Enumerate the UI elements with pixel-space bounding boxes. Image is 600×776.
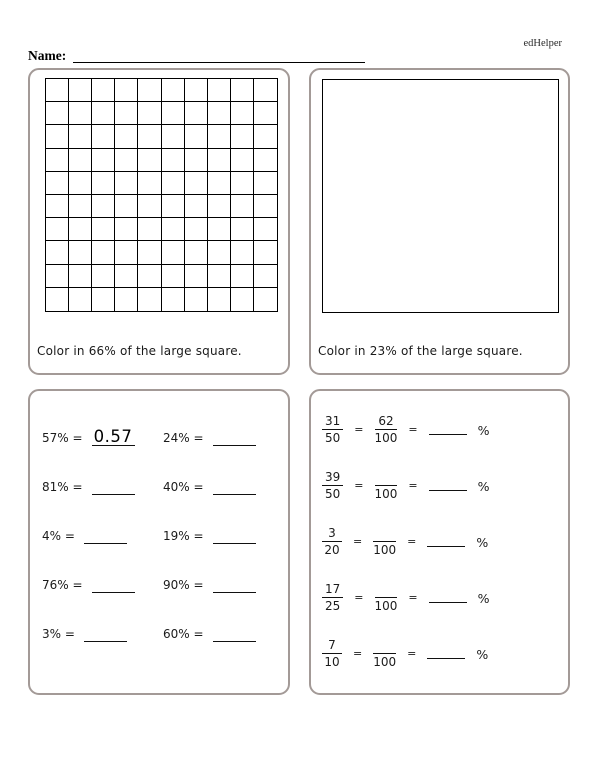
grid-cell[interactable] [46, 172, 69, 195]
fraction-denominator: 50 [325, 430, 341, 445]
grid-cell[interactable] [254, 265, 277, 288]
fraction-numerator: 17 [322, 582, 343, 598]
grid-cell[interactable] [185, 288, 208, 311]
equals-sign: = [354, 590, 364, 604]
percent-item [42, 525, 163, 544]
equals-sign: = [407, 534, 417, 548]
grid-cell[interactable] [208, 241, 231, 264]
grid-cell[interactable] [115, 149, 138, 172]
grid-cell[interactable] [162, 265, 185, 288]
answer-blank[interactable] [84, 623, 127, 642]
grid-cell[interactable] [208, 102, 231, 125]
grid-cell[interactable] [138, 79, 161, 102]
percent-label: 3% = [42, 627, 75, 641]
percent-label: 24% = [163, 431, 204, 445]
hundredths-fraction [375, 582, 398, 613]
fraction-numerator: 39 [322, 470, 343, 486]
name-blank[interactable] [73, 48, 365, 63]
grid-cell[interactable] [46, 79, 69, 102]
grid-cell[interactable] [208, 288, 231, 311]
grid-cell[interactable] [231, 288, 254, 311]
equals-sign: = [408, 590, 418, 604]
fraction-row [322, 461, 564, 509]
fraction [322, 470, 343, 501]
grid-cell[interactable] [138, 102, 161, 125]
grid-cell[interactable] [185, 102, 208, 125]
hundredths-numerator[interactable] [375, 470, 398, 486]
answer-blank[interactable] [427, 658, 465, 659]
hundredths-denominator: 100 [374, 486, 398, 501]
hundredths-numerator[interactable] [373, 526, 396, 542]
fraction [322, 414, 343, 445]
hundred-grid [45, 78, 278, 312]
fraction-row [322, 629, 564, 677]
name-label: Name: [28, 48, 67, 63]
grid-cell[interactable] [115, 172, 138, 195]
square-instruction: Color in 23% of the large square. [318, 344, 523, 358]
grid-cell[interactable] [46, 218, 69, 241]
grid-cell[interactable] [138, 172, 161, 195]
grid-cell[interactable] [69, 195, 92, 218]
fraction-numerator: 7 [322, 638, 342, 654]
grid-cell[interactable] [231, 149, 254, 172]
grid-cell[interactable] [69, 218, 92, 241]
grid-cell[interactable] [231, 102, 254, 125]
grid-cell[interactable] [208, 218, 231, 241]
hundredths-fraction [373, 638, 396, 669]
grid-cell[interactable] [46, 149, 69, 172]
answer-blank[interactable] [84, 525, 127, 544]
hundredths-numerator[interactable]: 62 [375, 414, 398, 430]
grid-cell[interactable] [92, 288, 115, 311]
grid-cell[interactable] [115, 218, 138, 241]
grid-cell[interactable] [92, 195, 115, 218]
grid-cell[interactable] [69, 79, 92, 102]
name-row [28, 48, 365, 63]
grid-cell[interactable] [254, 195, 277, 218]
grid-cell[interactable] [138, 288, 161, 311]
answer-blank[interactable] [213, 623, 256, 642]
grid-cell[interactable] [231, 125, 254, 148]
grid-cell[interactable] [138, 195, 161, 218]
equals-sign: = [408, 422, 418, 436]
grid-cell[interactable] [138, 241, 161, 264]
answer-blank[interactable] [429, 602, 467, 603]
hundredths-numerator[interactable] [373, 638, 396, 654]
percent-sign: % [477, 590, 490, 606]
percent-item [163, 427, 284, 446]
percent-decimal-panel [28, 389, 290, 695]
grid-cell[interactable] [92, 265, 115, 288]
fraction-numerator: 3 [322, 526, 342, 542]
fraction [322, 582, 343, 613]
percent-label: 60% = [163, 627, 204, 641]
grid-cell[interactable] [162, 288, 185, 311]
grid-cell[interactable] [254, 218, 277, 241]
hundredths-fraction [375, 414, 398, 445]
grid-cell[interactable] [46, 102, 69, 125]
grid-cell[interactable] [185, 218, 208, 241]
fraction [322, 526, 342, 557]
percent-item [42, 623, 163, 642]
fraction-row [322, 517, 564, 565]
grid-cell[interactable] [92, 149, 115, 172]
grid-cell[interactable] [46, 241, 69, 264]
grid-cell[interactable] [208, 79, 231, 102]
grid-cell[interactable] [162, 79, 185, 102]
fraction-percent-panel [309, 389, 570, 695]
answer-blank[interactable] [213, 427, 256, 446]
grid-cell[interactable] [92, 102, 115, 125]
grid-cell[interactable] [231, 218, 254, 241]
grid-cell[interactable] [185, 149, 208, 172]
fraction-denominator: 25 [325, 598, 341, 613]
grid-cell[interactable] [254, 149, 277, 172]
grid-instruction: Color in 66% of the large square. [37, 344, 242, 358]
grid-cell[interactable] [254, 172, 277, 195]
percent-item [163, 574, 284, 593]
grid-cell[interactable] [115, 195, 138, 218]
hundredths-numerator[interactable] [375, 582, 398, 598]
grid-cell[interactable] [162, 172, 185, 195]
grid-cell[interactable] [162, 241, 185, 264]
grid-cell[interactable] [115, 125, 138, 148]
percent-item [42, 427, 163, 446]
grid-cell[interactable] [92, 172, 115, 195]
answer-blank[interactable] [429, 490, 467, 491]
grid-cell[interactable] [69, 125, 92, 148]
blank-square[interactable] [322, 79, 559, 313]
percent-sign: % [476, 646, 489, 662]
fraction-denominator: 10 [324, 654, 340, 669]
grid-cell[interactable] [231, 172, 254, 195]
percent-label: 19% = [163, 529, 204, 543]
fraction-denominator: 20 [324, 542, 340, 557]
grid-cell[interactable] [138, 125, 161, 148]
fraction [322, 638, 342, 669]
grid-cell[interactable] [231, 79, 254, 102]
percent-label: 81% = [42, 480, 83, 494]
answer-blank[interactable] [92, 574, 135, 593]
hundredths-denominator: 100 [374, 598, 398, 613]
grid-cell[interactable] [69, 241, 92, 264]
grid-cell[interactable] [254, 79, 277, 102]
equals-sign: = [408, 478, 418, 492]
grid-cell[interactable] [69, 102, 92, 125]
grid-cell[interactable] [208, 149, 231, 172]
brand-logo: edHelper [523, 38, 562, 49]
percent-item [163, 623, 284, 642]
equals-sign: = [407, 646, 417, 660]
grid-cell[interactable] [69, 149, 92, 172]
grid-cell[interactable] [69, 265, 92, 288]
fraction-percent-list [322, 405, 564, 685]
grid-cell[interactable] [115, 102, 138, 125]
grid-cell[interactable] [254, 125, 277, 148]
grid-cell[interactable] [231, 265, 254, 288]
grid-cell[interactable] [162, 149, 185, 172]
color-grid-panel [28, 68, 290, 375]
grid-cell[interactable] [115, 241, 138, 264]
grid-cell[interactable] [92, 241, 115, 264]
grid-cell[interactable] [185, 241, 208, 264]
grid-cell[interactable] [92, 79, 115, 102]
equals-sign: = [354, 478, 364, 492]
grid-cell[interactable] [162, 218, 185, 241]
grid-cell[interactable] [185, 125, 208, 148]
fraction-row [322, 573, 564, 621]
percent-label: 76% = [42, 578, 83, 592]
grid-cell[interactable] [208, 265, 231, 288]
grid-cell[interactable] [46, 288, 69, 311]
grid-cell[interactable] [138, 265, 161, 288]
percent-sign: % [477, 422, 490, 438]
grid-cell[interactable] [254, 241, 277, 264]
fraction-numerator: 31 [322, 414, 343, 430]
hundredths-denominator: 100 [373, 542, 397, 557]
answer-blank[interactable] [92, 427, 135, 446]
hundredths-fraction [375, 470, 398, 501]
grid-cell[interactable] [208, 172, 231, 195]
fraction-denominator: 50 [325, 486, 341, 501]
answer-blank[interactable] [429, 434, 467, 435]
color-square-panel [309, 68, 570, 375]
answer-blank[interactable] [427, 546, 465, 547]
percent-label: 40% = [163, 480, 204, 494]
grid-cell[interactable] [69, 172, 92, 195]
grid-cell[interactable] [162, 125, 185, 148]
percent-item [42, 574, 163, 593]
grid-cell[interactable] [254, 288, 277, 311]
percent-label: 57% = [42, 431, 83, 445]
grid-cell[interactable] [115, 288, 138, 311]
grid-cell[interactable] [208, 125, 231, 148]
percent-label: 4% = [42, 529, 75, 543]
grid-cell[interactable] [69, 288, 92, 311]
grid-cell[interactable] [46, 195, 69, 218]
hundredths-denominator: 100 [374, 430, 398, 445]
grid-cell[interactable] [138, 149, 161, 172]
answer-blank[interactable] [213, 574, 256, 593]
percent-decimal-list [42, 427, 284, 672]
grid-cell[interactable] [185, 172, 208, 195]
grid-cell[interactable] [46, 265, 69, 288]
grid-cell[interactable] [92, 125, 115, 148]
grid-cell[interactable] [231, 195, 254, 218]
percent-item [163, 476, 284, 495]
grid-cell[interactable] [162, 195, 185, 218]
equals-sign: = [353, 646, 363, 660]
grid-cell[interactable] [185, 265, 208, 288]
equals-sign: = [353, 534, 363, 548]
hundredths-fraction [373, 526, 396, 557]
grid-cell[interactable] [208, 195, 231, 218]
fraction-row [322, 405, 564, 453]
percent-label: 90% = [163, 578, 204, 592]
grid-cell[interactable] [115, 265, 138, 288]
grid-cell[interactable] [46, 125, 69, 148]
answer-blank[interactable] [92, 476, 135, 495]
grid-cell[interactable] [185, 195, 208, 218]
grid-cell[interactable] [92, 218, 115, 241]
equals-sign: = [354, 422, 364, 436]
grid-cell[interactable] [115, 79, 138, 102]
grid-cell[interactable] [231, 241, 254, 264]
percent-sign: % [476, 534, 489, 550]
grid-cell[interactable] [138, 218, 161, 241]
grid-cell[interactable] [185, 79, 208, 102]
percent-item [42, 476, 163, 495]
answer-blank[interactable] [213, 476, 256, 495]
percent-item [163, 525, 284, 544]
grid-cell[interactable] [162, 102, 185, 125]
answer-value: 0.57 [93, 427, 133, 446]
grid-cell[interactable] [254, 102, 277, 125]
percent-sign: % [477, 478, 490, 494]
hundredths-denominator: 100 [373, 654, 397, 669]
answer-blank[interactable] [213, 525, 256, 544]
